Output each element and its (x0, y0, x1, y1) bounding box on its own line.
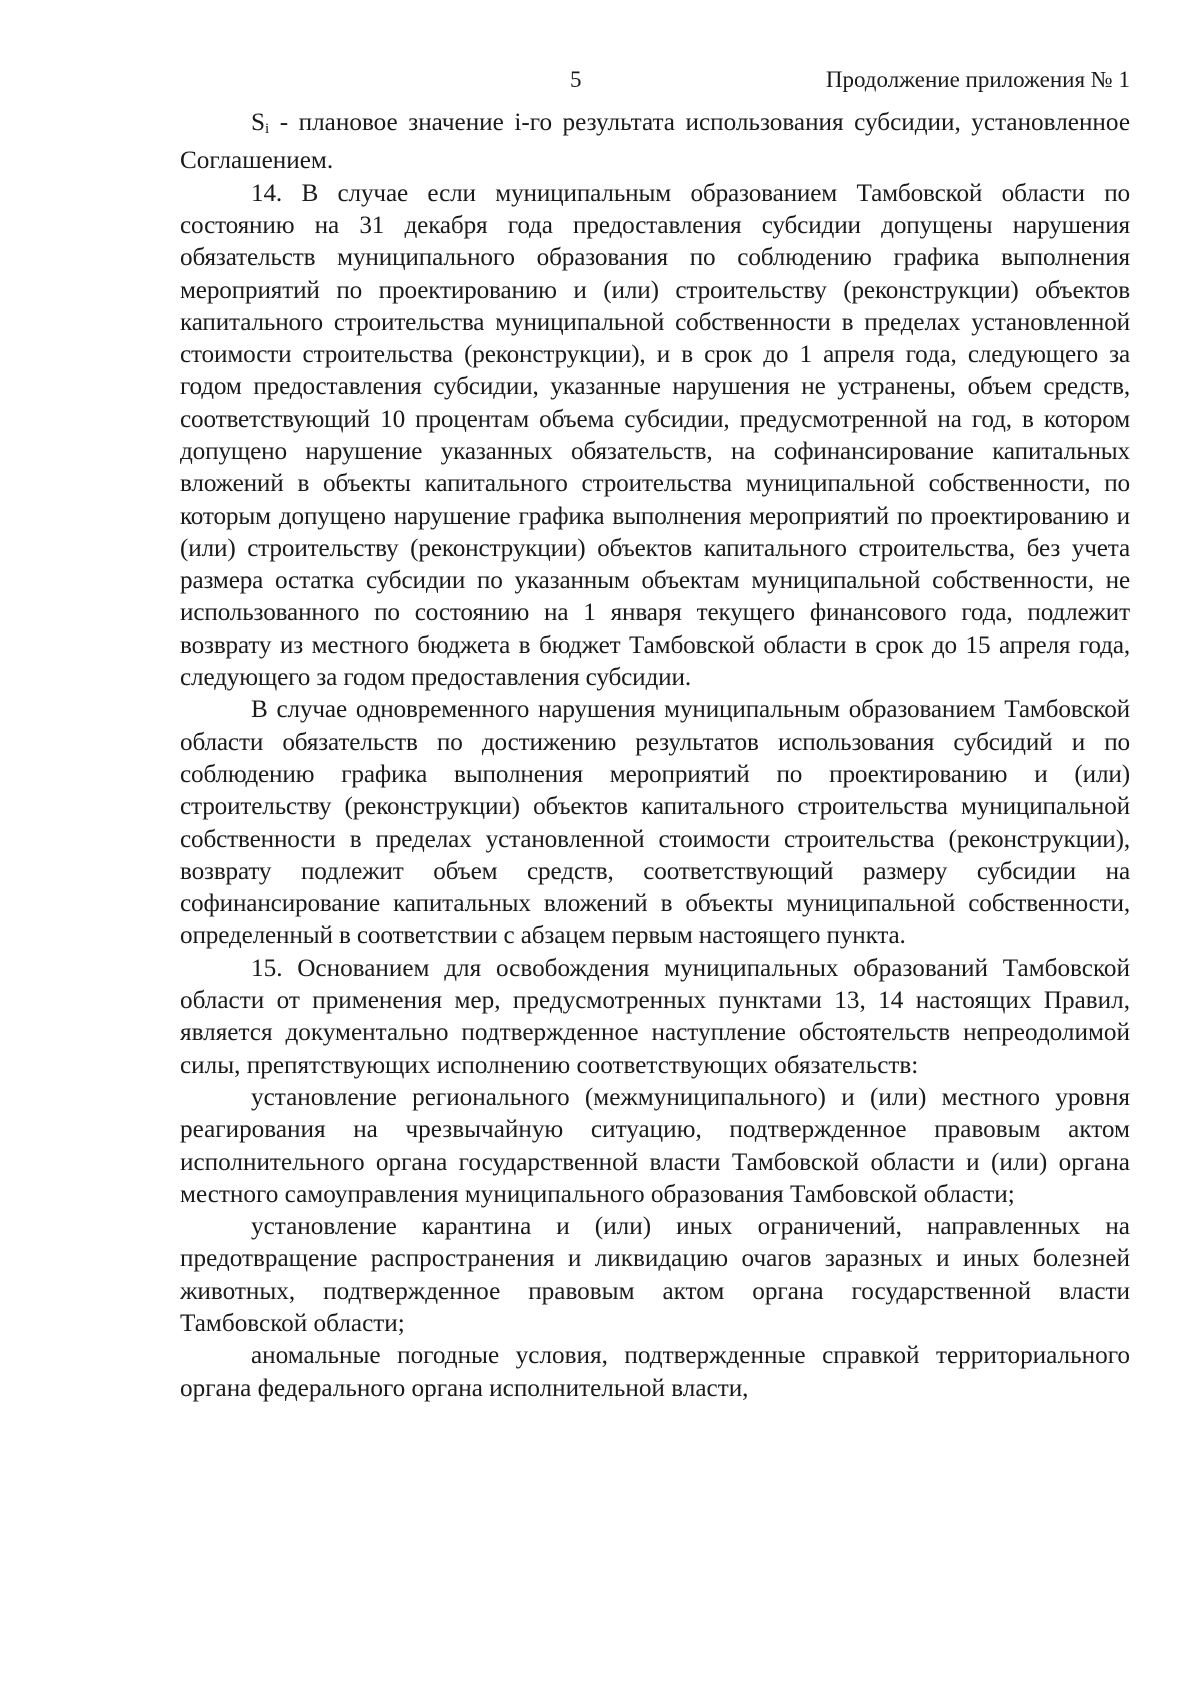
formula-subscript: i (265, 121, 270, 138)
paragraph-quarantine: установление карантина и (или) иных ограничений, направленных на предотвращение распространения и ликвидацию очагов заразных и иных болезней животных, подтвержденное правовым актом органа государственной власти Тамбовской области; (180, 1213, 1130, 1337)
formula-definition (180, 107, 1130, 178)
paragraph-emergency-response: установление регионального (межмуниципального) и (или) местного уровня реагирования на чрезвычайную ситуацию, подтвержденное правовым актом исполнительного органа государственной власти Тамбовской области и (или) органа местного самоуправления муниципального образования Тамбовской области; (180, 1083, 1130, 1208)
paragraph-14: 14. В случае если муниципальным образованием Тамбовской области по состоянию на 31 декабря года предоставления субсидии допущены нарушения обязательств муниципального образования по соблюдению графика выполнения мероприятий по проектированию и (или) строительству (реконструкции) объектов капитального строительства муниципальной собственности в пределах установленной стоимости строительства (реконструкции), и в срок до 1 апреля года, следующего за годом предоставления субсидии, указанные нарушения не устранены, объем средств, соответствующий 10 процентам объема субсидии, предусмотренной на год, в котором допущено нарушение указанных обязательств, на софинансирование капитальных вложений в объекты капитального строительства муниципальной собственности, по которым допущено нарушение графика выполнения мероприятий по проектированию и (или) строительству (реконструкции) объектов капитального строительства, без учета размера остатка субсидии по указанным объектам муниципальной собственности, не использованного по состоянию на 1 января текущего финансового года, подлежит возврату из местного бюджета в бюджет Тамбовской области в срок до 15 апреля года, следующего за годом предоставления субсидии. (180, 179, 1130, 692)
formula-symbol: S (251, 109, 266, 136)
page-number: 5 (570, 67, 582, 92)
formula-definition-text: - плановое значение i-го результата использования субсидии, установленное Соглашением. (180, 109, 1130, 175)
page-header (180, 62, 1130, 98)
paragraph-weather-conditions: аномальные погодные условия, подтвержденные справкой территориального органа федерального органа исполнительной власти, (180, 1342, 1130, 1402)
document-body (180, 107, 1130, 1405)
paragraph-15: 15. Основанием для освобождения муниципальных образований Тамбовской области от применения мер, предусмотренных пунктами 13, 14 настоящих Правил, является документально подтвержденное наступление обстоятельств непреодолимой силы, препятствующих исполнению соответствующих обязательств: (180, 954, 1130, 1079)
appendix-continuation-note: Продолжение приложения № 1 (825, 67, 1130, 92)
paragraph-simultaneous-violation: В случае одновременного нарушения муниципальным образованием Тамбовской области обязательств по достижению результатов использования субсидий и по соблюдению графика выполнения мероприятий по проектированию и (или) строительству (реконструкции) объектов капитального строительства муниципальной собственности в пределах установленной стоимости строительства (реконструкции), возврату подлежит объем средств, соответствующий размеру субсидии на софинансирование капитальных вложений в объекты муниципальной собственности, определенный в соответствии с абзацем первым настоящего пункта. (180, 696, 1130, 950)
